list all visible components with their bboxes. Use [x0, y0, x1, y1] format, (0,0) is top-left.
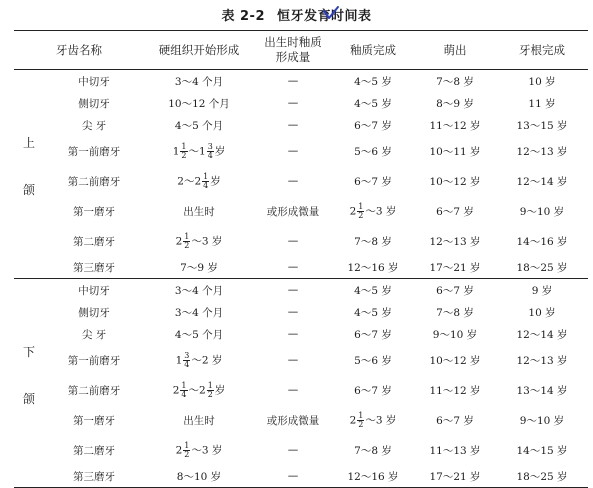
enamel-at-birth-cell: —: [287, 235, 299, 247]
enamel-complete-cell: 6～7 岁: [354, 119, 392, 132]
enamel-complete-cell: 2 $\frac{1}{2}$ ～3 岁: [349, 410, 397, 429]
table-row: [14, 301, 588, 323]
enamel-complete-cell: 7～8 岁: [354, 235, 392, 248]
table-row: [14, 196, 588, 226]
enamel-at-birth-cell: —: [287, 354, 299, 366]
eruption-cell: 8～9 岁: [436, 97, 474, 110]
eruption-cell: 7～8 岁: [436, 306, 474, 319]
hard-tissue-start-cell: 1 $\frac{1}{2}$ ～1 $\frac{3}{4}$ 岁: [172, 141, 226, 160]
tooth-name-cell: 第一前磨牙: [67, 354, 121, 367]
enamel-at-birth-cell: —: [287, 384, 299, 396]
table-row: [14, 435, 588, 465]
enamel-complete-cell: 6～7 岁: [354, 384, 392, 397]
root-complete-cell: 12～13 岁: [516, 354, 568, 367]
fraction: $\frac{1}{4}$: [181, 380, 187, 399]
hard-tissue-start-cell: 3～4 个月: [174, 284, 224, 297]
enamel-at-birth-cell: —: [287, 261, 299, 273]
hard-tissue-start-cell: 8～10 岁: [176, 470, 222, 483]
table-number: 表 2-2: [221, 9, 265, 24]
enamel-at-birth-cell: —: [287, 328, 299, 340]
root-complete-cell: 9～10 岁: [519, 414, 565, 427]
enamel-at-birth-cell: 或形成微量: [266, 414, 320, 427]
enamel-complete-cell: 7～8 岁: [354, 444, 392, 457]
table-row: [14, 166, 588, 196]
enamel-complete-cell: 6～7 岁: [354, 328, 392, 341]
tooth-name-cell: 第一磨牙: [73, 414, 115, 427]
table-row: [14, 70, 588, 93]
hard-tissue-start-cell: 4～5 个月: [174, 328, 224, 341]
table-row: [14, 114, 588, 136]
eruption-cell: 17～21 岁: [429, 470, 481, 483]
enamel-complete-cell: 4～5 岁: [354, 306, 392, 319]
fraction: $\frac{3}{4}$: [207, 141, 213, 160]
tooth-name-cell: 第二前磨牙: [67, 384, 121, 397]
eruption-cell: 10～12 岁: [429, 175, 481, 188]
checkmark-icon: [322, 5, 340, 21]
enamel-at-birth-cell: —: [287, 306, 299, 318]
table-row: [14, 323, 588, 345]
root-complete-cell: 14～15 岁: [516, 444, 568, 457]
fraction: $\frac{1}{2}$: [207, 380, 213, 399]
hard-tissue-start-cell: 10～12 个月: [168, 97, 230, 110]
jaw-label: 下 颌: [22, 345, 35, 406]
header-enamel-complete: 釉质完成: [350, 42, 396, 57]
table-row: [14, 345, 588, 375]
hard-tissue-start-cell: 出生时: [183, 414, 215, 427]
root-complete-cell: 9 岁: [531, 284, 553, 297]
enamel-at-birth-cell: —: [287, 145, 299, 157]
eruption-cell: 6～7 岁: [436, 414, 474, 427]
jaw-label: 上 颌: [22, 136, 35, 197]
fraction: $\frac{1}{2}$: [358, 201, 364, 220]
eruption-cell: 6～7 岁: [436, 284, 474, 297]
tooth-name-cell: 第一前磨牙: [67, 145, 121, 158]
tooth-name-cell: 第三磨牙: [73, 261, 115, 274]
table-row: [14, 226, 588, 256]
root-complete-cell: 12～14 岁: [516, 175, 568, 188]
fraction: $\frac{1}{4}$: [203, 171, 209, 190]
header-eruption: 萌出: [443, 42, 467, 57]
eruption-cell: 7～8 岁: [436, 75, 474, 88]
hard-tissue-start-cell: 2 $\frac{1}{2}$ ～3 岁: [175, 231, 223, 250]
table-row: [14, 465, 588, 488]
table-title-text: 恒牙发育时间表: [277, 9, 372, 24]
enamel-complete-cell: 2 $\frac{1}{2}$ ～3 岁: [349, 201, 397, 220]
eruption-cell: 11～12 岁: [429, 384, 481, 397]
fraction: $\frac{1}{2}$: [184, 440, 190, 459]
table-row: [14, 405, 588, 435]
enamel-at-birth-cell: —: [287, 75, 299, 87]
eruption-cell: 11～12 岁: [429, 119, 481, 132]
eruption-cell: 12～13 岁: [429, 235, 481, 248]
enamel-complete-cell: 12～16 岁: [347, 470, 399, 483]
tooth-name-cell: 第二前磨牙: [67, 175, 121, 188]
table-row: [14, 92, 588, 114]
tooth-name-cell: 侧切牙: [78, 97, 110, 110]
enamel-at-birth-cell: —: [287, 470, 299, 482]
eruption-cell: 11～13 岁: [429, 444, 481, 457]
enamel-complete-cell: 5～6 岁: [354, 145, 392, 158]
eruption-cell: 10～12 岁: [429, 354, 481, 367]
hard-tissue-start-cell: 3～4 个月: [174, 75, 224, 88]
fraction: $\frac{1}{2}$: [184, 231, 190, 250]
enamel-complete-cell: 4～5 岁: [354, 284, 392, 297]
table-title: [0, 4, 593, 30]
root-complete-cell: 11 岁: [528, 97, 556, 110]
eruption-cell: 9～10 岁: [432, 328, 478, 341]
enamel-at-birth-cell: —: [287, 444, 299, 456]
eruption-cell: 6～7 岁: [436, 205, 474, 218]
header-tooth-name: 牙齿名称: [56, 42, 102, 57]
root-complete-cell: 12～14 岁: [516, 328, 568, 341]
enamel-at-birth-cell: —: [287, 284, 299, 296]
hard-tissue-start-cell: 4～5 个月: [174, 119, 224, 132]
lower-jaw-group: [14, 279, 588, 488]
table-row: [14, 279, 588, 302]
enamel-at-birth-cell: —: [287, 175, 299, 187]
hard-tissue-start-cell: 2 $\frac{1}{4}$ ～2 $\frac{1}{2}$ 岁: [172, 380, 226, 399]
tooth-name-cell: 侧切牙: [78, 306, 110, 319]
tooth-name-cell: 第二磨牙: [73, 444, 115, 457]
root-complete-cell: 10 岁: [528, 75, 556, 88]
enamel-complete-cell: 4～5 岁: [354, 75, 392, 88]
enamel-complete-cell: 4～5 岁: [354, 97, 392, 110]
table-row: [14, 256, 588, 279]
header-hard-tissue-start: 硬组织开始形成: [158, 42, 240, 57]
enamel-at-birth-cell: —: [287, 119, 299, 131]
tooth-name-cell: 第二磨牙: [73, 235, 115, 248]
enamel-complete-cell: 12～16 岁: [347, 261, 399, 274]
tooth-development-table: [14, 30, 588, 488]
tooth-name-cell: 尖 牙: [81, 328, 107, 341]
fraction: $\frac{1}{2}$: [358, 410, 364, 429]
tooth-name-cell: 第一磨牙: [73, 205, 115, 218]
hard-tissue-start-cell: 2 $\frac{1}{2}$ ～3 岁: [175, 440, 223, 459]
hard-tissue-start-cell: 3～4 个月: [174, 306, 224, 319]
enamel-at-birth-cell: 或形成微量: [266, 205, 320, 218]
table-row: [14, 136, 588, 166]
fraction: $\frac{3}{4}$: [184, 350, 190, 369]
root-complete-cell: 18～25 岁: [516, 261, 568, 274]
header-root-complete: 牙根完成: [519, 42, 565, 57]
enamel-complete-cell: 5～6 岁: [354, 354, 392, 367]
root-complete-cell: 14～16 岁: [516, 235, 568, 248]
root-complete-cell: 10 岁: [528, 306, 556, 319]
hard-tissue-start-cell: 2～2 $\frac{1}{4}$ 岁: [177, 171, 221, 190]
fraction: $\frac{1}{2}$: [181, 141, 187, 160]
upper-jaw-group: [14, 70, 588, 279]
root-complete-cell: 12～13 岁: [516, 145, 568, 158]
root-complete-cell: 9～10 岁: [519, 205, 565, 218]
table-header-row: [14, 31, 588, 70]
enamel-at-birth-cell: —: [287, 97, 299, 109]
hard-tissue-start-cell: 7～9 岁: [180, 261, 218, 274]
header-enamel-at-birth: 出生时釉质 形成量: [264, 35, 322, 64]
table-row: [14, 375, 588, 405]
tooth-name-cell: 第三磨牙: [73, 470, 115, 483]
eruption-cell: 10～11 岁: [429, 145, 481, 158]
root-complete-cell: 18～25 岁: [516, 470, 568, 483]
root-complete-cell: 13～14 岁: [516, 384, 568, 397]
hard-tissue-start-cell: 出生时: [183, 205, 215, 218]
tooth-name-cell: 尖 牙: [81, 119, 107, 132]
eruption-cell: 17～21 岁: [429, 261, 481, 274]
root-complete-cell: 13～15 岁: [516, 119, 568, 132]
enamel-complete-cell: 6～7 岁: [354, 175, 392, 188]
hard-tissue-start-cell: 1 $\frac{3}{4}$ ～2 岁: [175, 350, 223, 369]
tooth-name-cell: 中切牙: [78, 284, 110, 297]
tooth-name-cell: 中切牙: [78, 75, 110, 88]
